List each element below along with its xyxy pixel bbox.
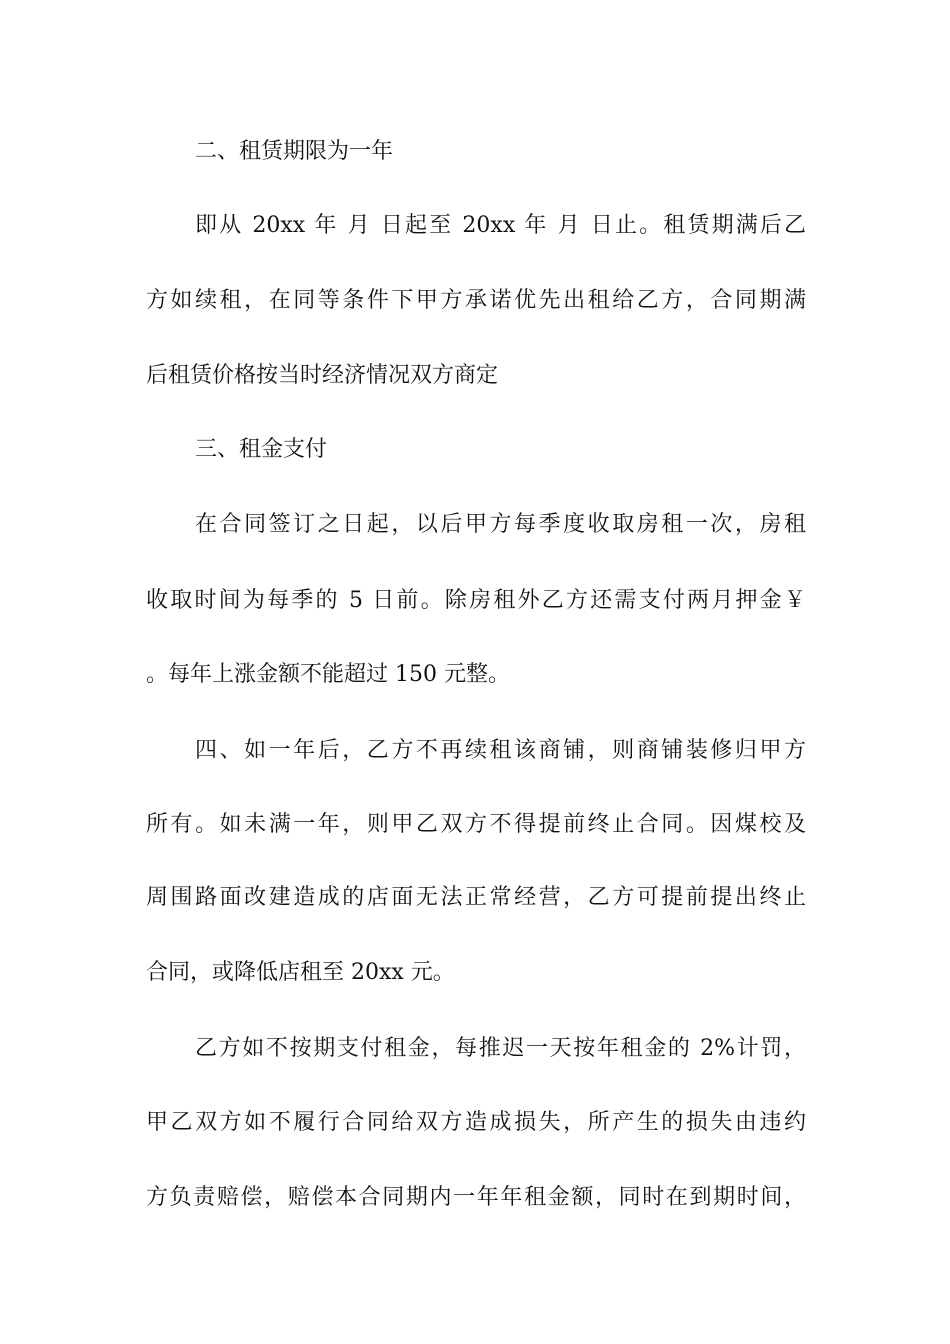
paragraph-line: 四、如一年后，乙方不再续租该商铺，则商铺装修归甲方 bbox=[195, 738, 806, 763]
paragraph-line: 在合同签订之日起，以后甲方每季度收取房租一次，房租 bbox=[195, 512, 806, 537]
paragraph-line: 周围路面改建造成的店面无法正常经营，乙方可提前提出终止 bbox=[146, 885, 806, 910]
paragraph-line: 即从 20xx 年 月 日起至 20xx 年 月 日止。租赁期满后乙 bbox=[195, 213, 806, 238]
paragraph-line: 合同，或降低店租至 20xx 元。 bbox=[146, 960, 455, 985]
paragraph-line: 方如续租，在同等条件下甲方承诺优先出租给乙方，合同期满 bbox=[146, 288, 806, 313]
paragraph-line: 后租赁价格按当时经济情况双方商定 bbox=[146, 363, 499, 388]
paragraph-line: 乙方如不按期支付租金，每推迟一天按年租金的 2%计罚， bbox=[195, 1036, 806, 1061]
paragraph-line: 收取时间为每季的 5 日前。除房租外乙方还需支付两月押金￥ bbox=[146, 588, 806, 613]
paragraph-line: 。每年上涨金额不能超过 150 元整。 bbox=[146, 662, 510, 687]
paragraph-line: 甲乙双方如不履行合同给双方造成损失，所产生的损失由违约 bbox=[146, 1110, 806, 1135]
paragraph-line: 方负责赔偿，赔偿本合同期内一年年租金额，同时在到期时间， bbox=[146, 1185, 806, 1210]
paragraph-line: 所有。如未满一年，则甲乙双方不得提前终止合同。因煤校及 bbox=[146, 812, 806, 837]
section-heading-rent-payment: 三、租金支付 bbox=[195, 437, 328, 462]
section-heading-lease-term: 二、租赁期限为一年 bbox=[195, 139, 394, 164]
